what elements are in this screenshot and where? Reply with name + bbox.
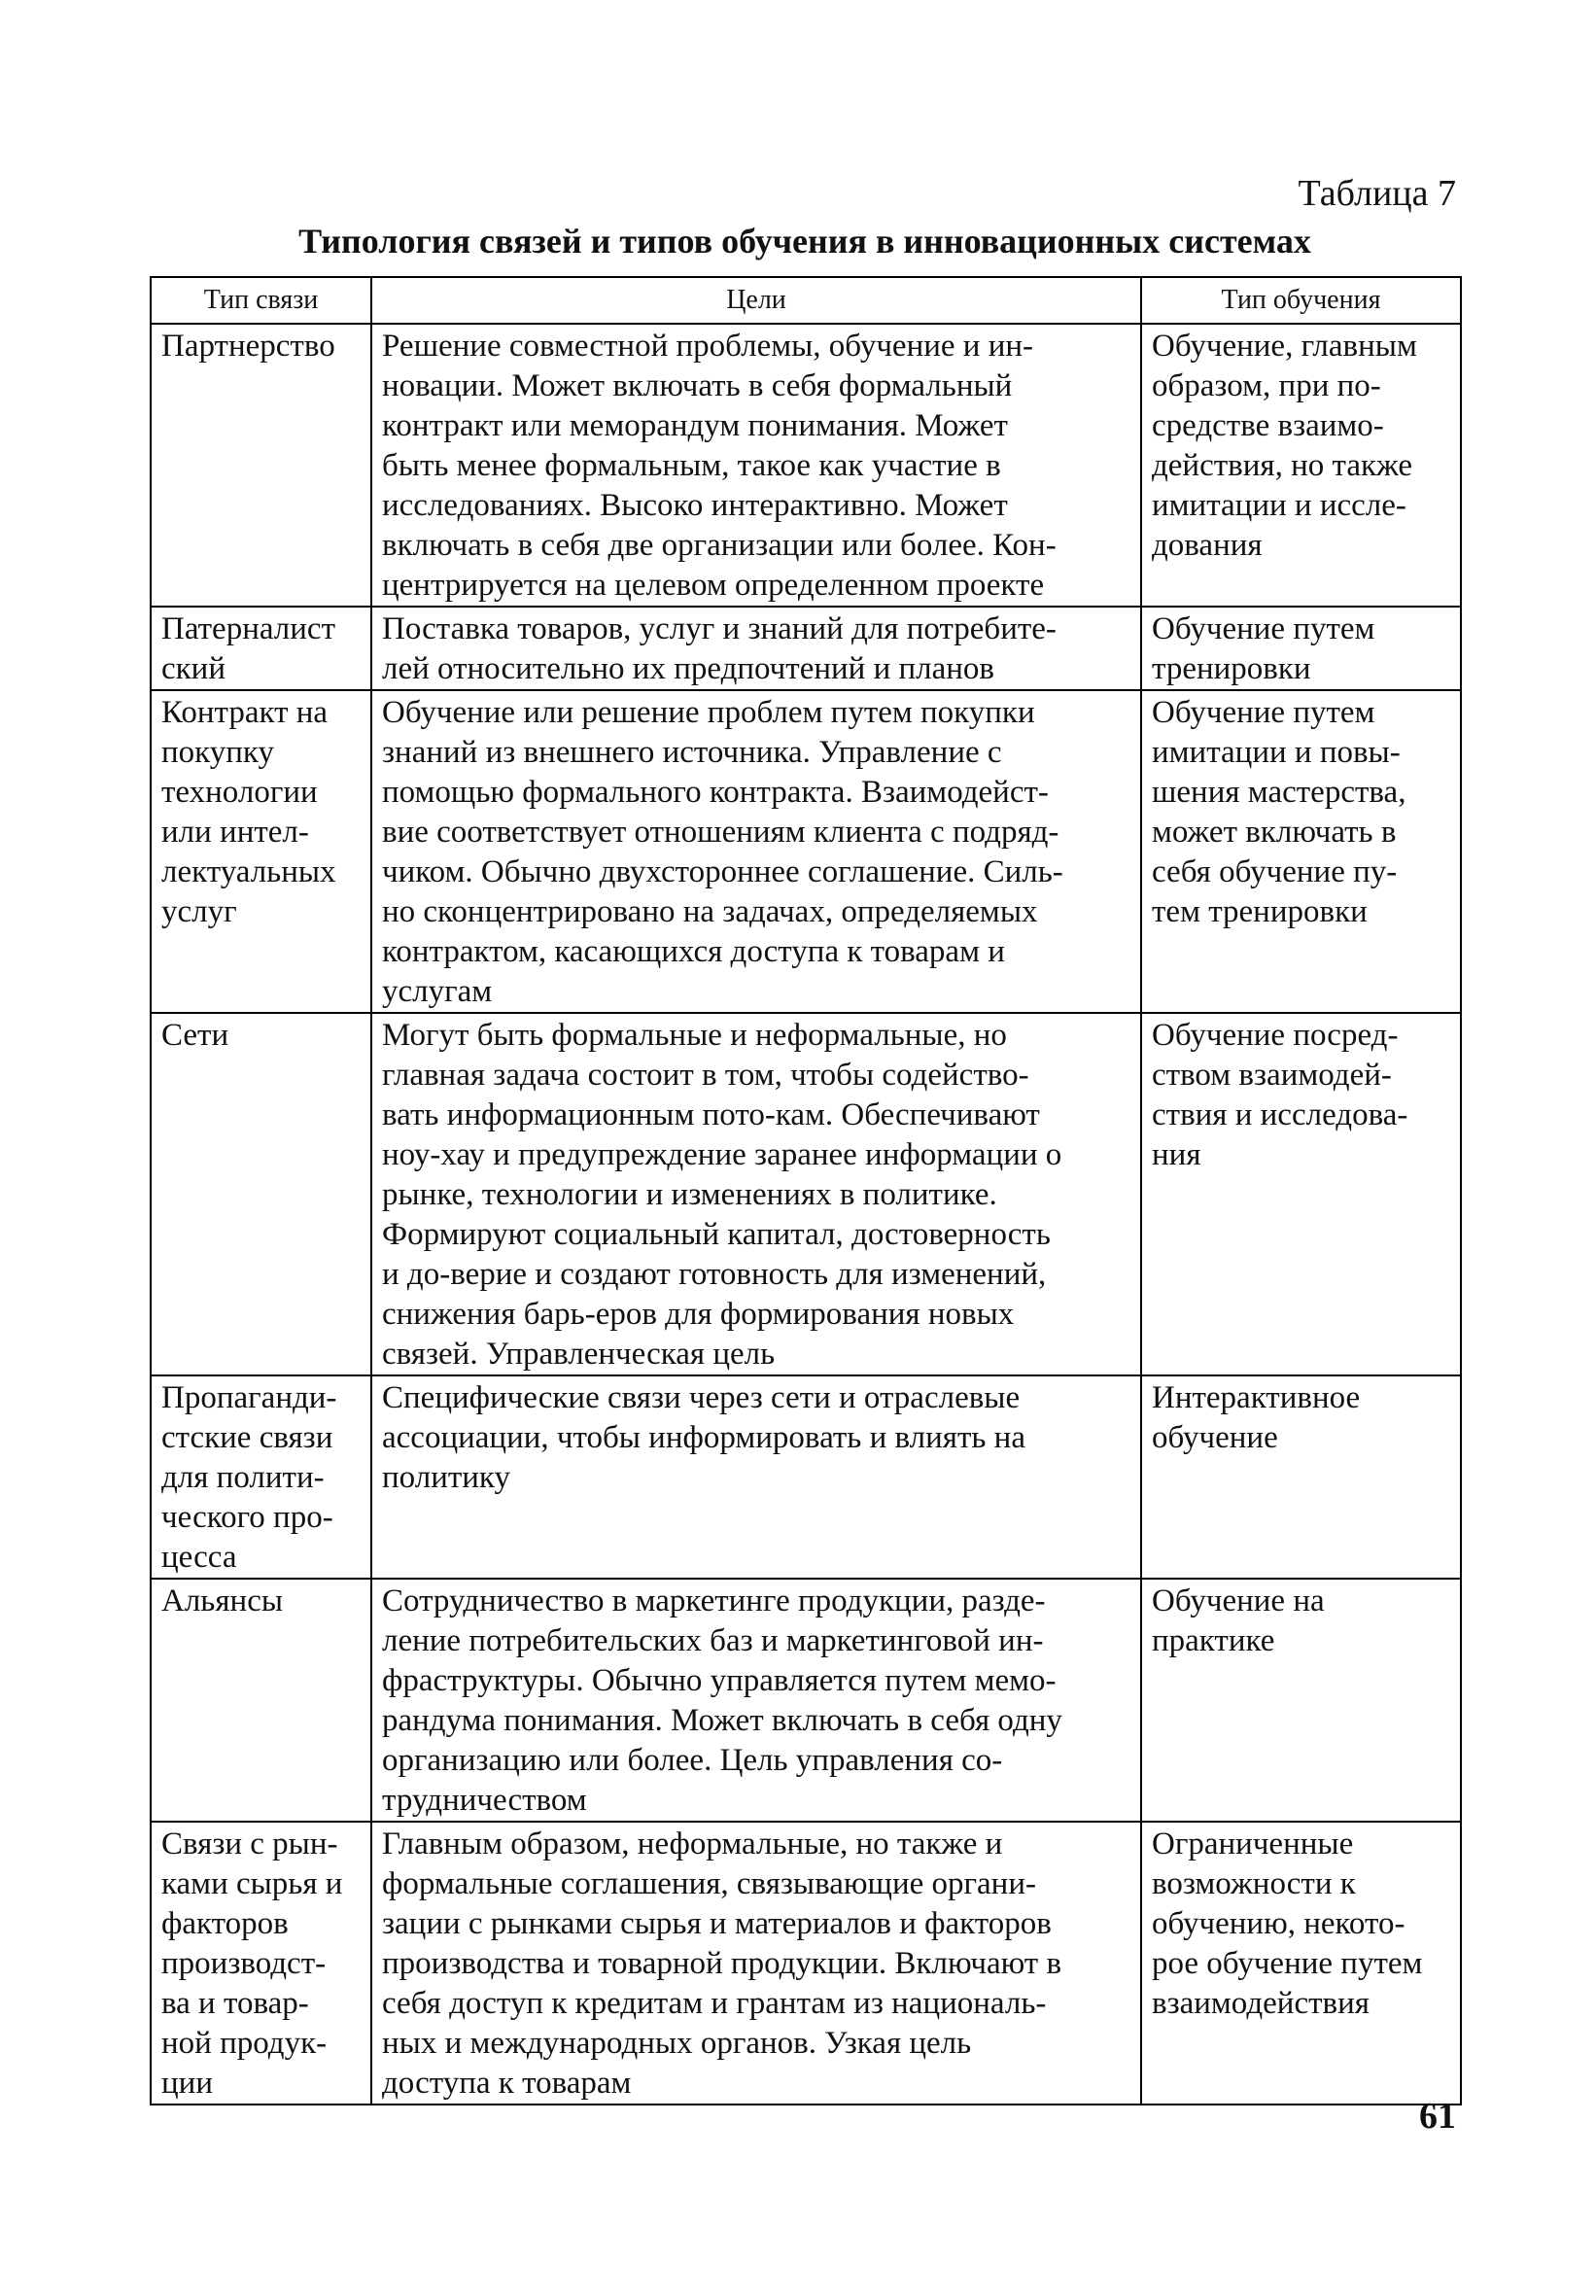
table-row	[151, 1579, 1461, 1822]
cell-line: ноу-хау и предупреждение заранее информации о	[382, 1137, 1062, 1172]
cell-line: ством взаимодей-	[1152, 1058, 1392, 1093]
cell-line: имитации и повы-	[1152, 735, 1401, 770]
cell-line: Обучение посред-	[1152, 1018, 1399, 1053]
cell-line: обучению, некото-	[1152, 1906, 1405, 1941]
table-row	[151, 607, 1461, 690]
cell-line: зации с рынками сырья и материалов и факторов	[382, 1906, 1052, 1941]
cell-line: может включать в	[1152, 815, 1397, 850]
cell-line: Сотрудничество в маркетинге продукции, разде-	[382, 1583, 1046, 1618]
cell-line: Могут быть формальные и неформальные, но	[382, 1018, 1007, 1053]
cell-line: себя доступ к кредитам и грантам из националь-	[382, 1986, 1047, 2021]
table-row	[151, 1822, 1461, 2105]
cell-line: ных и международных органов. Узкая цель	[382, 2026, 972, 2061]
cell-line: политику	[382, 1460, 510, 1495]
cell-line: быть менее формальным, такое как участие в	[382, 448, 1001, 483]
cell-line: включать в себя две организации или более. Кон-	[382, 528, 1057, 563]
cell-line: ский	[161, 651, 226, 686]
cell-goals	[371, 1013, 1141, 1375]
cell-line: доступа к товарам	[382, 2066, 632, 2101]
cell-line: ции	[161, 2066, 213, 2101]
cell-link-type	[151, 1375, 371, 1579]
cell-link-type	[151, 1013, 371, 1375]
cell-link-type	[151, 607, 371, 690]
cell-line: Главным образом, неформальные, но также и	[382, 1826, 1003, 1861]
cell-learning-type	[1141, 1579, 1461, 1822]
cell-line: главная задача состоит в том, чтобы содейство-	[382, 1058, 1029, 1093]
cell-line: для полити-	[161, 1460, 325, 1495]
cell-line: шения мастерства,	[1152, 775, 1406, 810]
table-header-row	[151, 277, 1461, 324]
column-header-link-type: Тип связи	[151, 277, 371, 324]
cell-line: Специфические связи через сети и отраслевые	[382, 1380, 1021, 1415]
table-title: Типология связей и типов обучения в инновационных системах	[298, 222, 1311, 261]
cell-line: рынке, технологии и изменениях в политике.	[382, 1177, 997, 1212]
page-number: 61	[1419, 2096, 1456, 2137]
cell-learning-type	[1141, 324, 1461, 607]
cell-line: Альянсы	[161, 1583, 284, 1618]
cell-link-type	[151, 1822, 371, 2105]
cell-line: услугам	[382, 974, 493, 1009]
cell-line: ассоциации, чтобы информировать и влиять на	[382, 1420, 1025, 1455]
cell-line: цесса	[161, 1540, 237, 1575]
cell-goals	[371, 607, 1141, 690]
cell-goals	[371, 690, 1141, 1013]
cell-line: помощью формального контракта. Взаимодейст-	[382, 775, 1049, 810]
cell-learning-type	[1141, 690, 1461, 1013]
cell-line: контракт или меморандум понимания. Может	[382, 408, 1008, 443]
cell-line: вать информационным пото-кам. Обеспечивают	[382, 1097, 1040, 1132]
cell-line: ление потребительских баз и маркетинговой ин-	[382, 1623, 1044, 1658]
cell-line: ствия и исследова-	[1152, 1097, 1408, 1132]
table-row	[151, 324, 1461, 607]
cell-line: трудничеством	[382, 1783, 587, 1818]
cell-line: себя обучение пу-	[1152, 854, 1398, 889]
column-header-learning-type: Тип обучения	[1141, 277, 1461, 324]
cell-line: Патерналист	[161, 611, 335, 646]
cell-line: факторов	[161, 1906, 289, 1941]
cell-line: ва и товар-	[161, 1986, 309, 2021]
cell-line: стские связи	[161, 1420, 333, 1455]
cell-line: тем тренировки	[1152, 894, 1368, 929]
cell-learning-type	[1141, 1013, 1461, 1375]
cell-line: лей относительно их предпочтений и планов	[382, 651, 994, 686]
cell-line: ной продук-	[161, 2026, 328, 2061]
cell-line: практике	[1152, 1623, 1275, 1658]
cell-line: чиком. Обычно двухстороннее соглашение. Силь-	[382, 854, 1063, 889]
cell-line: Обучение на	[1152, 1583, 1325, 1618]
cell-line: покупку	[161, 735, 274, 770]
cell-line: Обучение путем	[1152, 695, 1375, 730]
cell-line: фраструктуры. Обычно управляется путем мемо-	[382, 1663, 1057, 1698]
cell-learning-type	[1141, 1822, 1461, 2105]
cell-line: ния	[1152, 1137, 1201, 1172]
cell-line: обучение	[1152, 1420, 1278, 1455]
cell-line: знаний из внешнего источника. Управление с	[382, 735, 1002, 770]
table-row	[151, 690, 1461, 1013]
cell-goals	[371, 1375, 1141, 1579]
cell-line: рое обучение путем	[1152, 1946, 1423, 1981]
cell-line: Связи с рын-	[161, 1826, 338, 1861]
cell-goals	[371, 1822, 1141, 2105]
typology-table	[150, 276, 1462, 2105]
cell-line: рандума понимания. Может включать в себя одну	[382, 1703, 1062, 1738]
cell-link-type	[151, 690, 371, 1013]
cell-line: дования	[1152, 528, 1263, 563]
cell-line: контрактом, касающихся доступа к товарам и	[382, 934, 1005, 969]
cell-learning-type	[1141, 607, 1461, 690]
cell-line: но сконцентрировано на задачах, определяемых	[382, 894, 1038, 929]
cell-goals	[371, 324, 1141, 607]
cell-line: производства и товарной продукции. Включают в	[382, 1946, 1062, 1981]
cell-line: формальные соглашения, связывающие органи-	[382, 1866, 1036, 1901]
cell-line: вие соответствует отношениям клиента с подряд-	[382, 815, 1059, 850]
cell-line: центрируется на целевом определенном проекте	[382, 568, 1045, 603]
cell-line: и до-верие и создают готовность для изменений,	[382, 1257, 1047, 1292]
table-body	[151, 324, 1461, 2105]
cell-line: Обучение, главным	[1152, 329, 1417, 364]
cell-link-type	[151, 324, 371, 607]
cell-line: действия, но также	[1152, 448, 1413, 483]
cell-line: связей. Управленческая цель	[382, 1337, 776, 1372]
table-row	[151, 1375, 1461, 1579]
cell-line: средстве взаимо-	[1152, 408, 1384, 443]
cell-line: Сети	[161, 1018, 229, 1053]
cell-line: технологии	[161, 775, 318, 810]
cell-learning-type	[1141, 1375, 1461, 1579]
cell-line: Интерактивное	[1152, 1380, 1361, 1415]
cell-line: организацию или более. Цель управления со-	[382, 1743, 1003, 1778]
cell-line: Обучение или решение проблем путем покупки	[382, 695, 1035, 730]
table-row	[151, 1013, 1461, 1375]
cell-line: тренировки	[1152, 651, 1311, 686]
cell-line: Пропаганди-	[161, 1380, 337, 1415]
cell-line: возможности к	[1152, 1866, 1356, 1901]
cell-line: Ограниченные	[1152, 1826, 1354, 1861]
cell-line: имитации и иссле-	[1152, 488, 1406, 523]
cell-line: взаимодействия	[1152, 1986, 1370, 2021]
cell-line: Формируют социальный капитал, достоверность	[382, 1217, 1051, 1252]
cell-line: снижения барь-еров для формирования новых	[382, 1297, 1015, 1332]
cell-line: Поставка товаров, услуг и знаний для потребите-	[382, 611, 1057, 646]
cell-line: Партнерство	[161, 329, 335, 364]
cell-line: образом, при по-	[1152, 368, 1381, 403]
cell-line: новации. Может включать в себя формальный	[382, 368, 1013, 403]
column-header-goals: Цели	[371, 277, 1141, 324]
cell-link-type	[151, 1579, 371, 1822]
cell-line: исследованиях. Высоко интерактивно. Может	[382, 488, 1008, 523]
cell-line: ками сырья и	[161, 1866, 343, 1901]
cell-line: ческого про-	[161, 1500, 333, 1535]
cell-line: Решение совместной проблемы, обучение и ин-	[382, 329, 1034, 364]
cell-line: лектуальных	[161, 854, 336, 889]
cell-line: Контракт на	[161, 695, 329, 730]
cell-goals	[371, 1579, 1141, 1822]
cell-line: услуг	[161, 894, 237, 929]
cell-line: Обучение путем	[1152, 611, 1375, 646]
table-number: Таблица 7	[1298, 173, 1456, 214]
cell-line: или интел-	[161, 815, 309, 850]
cell-line: производст-	[161, 1946, 327, 1981]
